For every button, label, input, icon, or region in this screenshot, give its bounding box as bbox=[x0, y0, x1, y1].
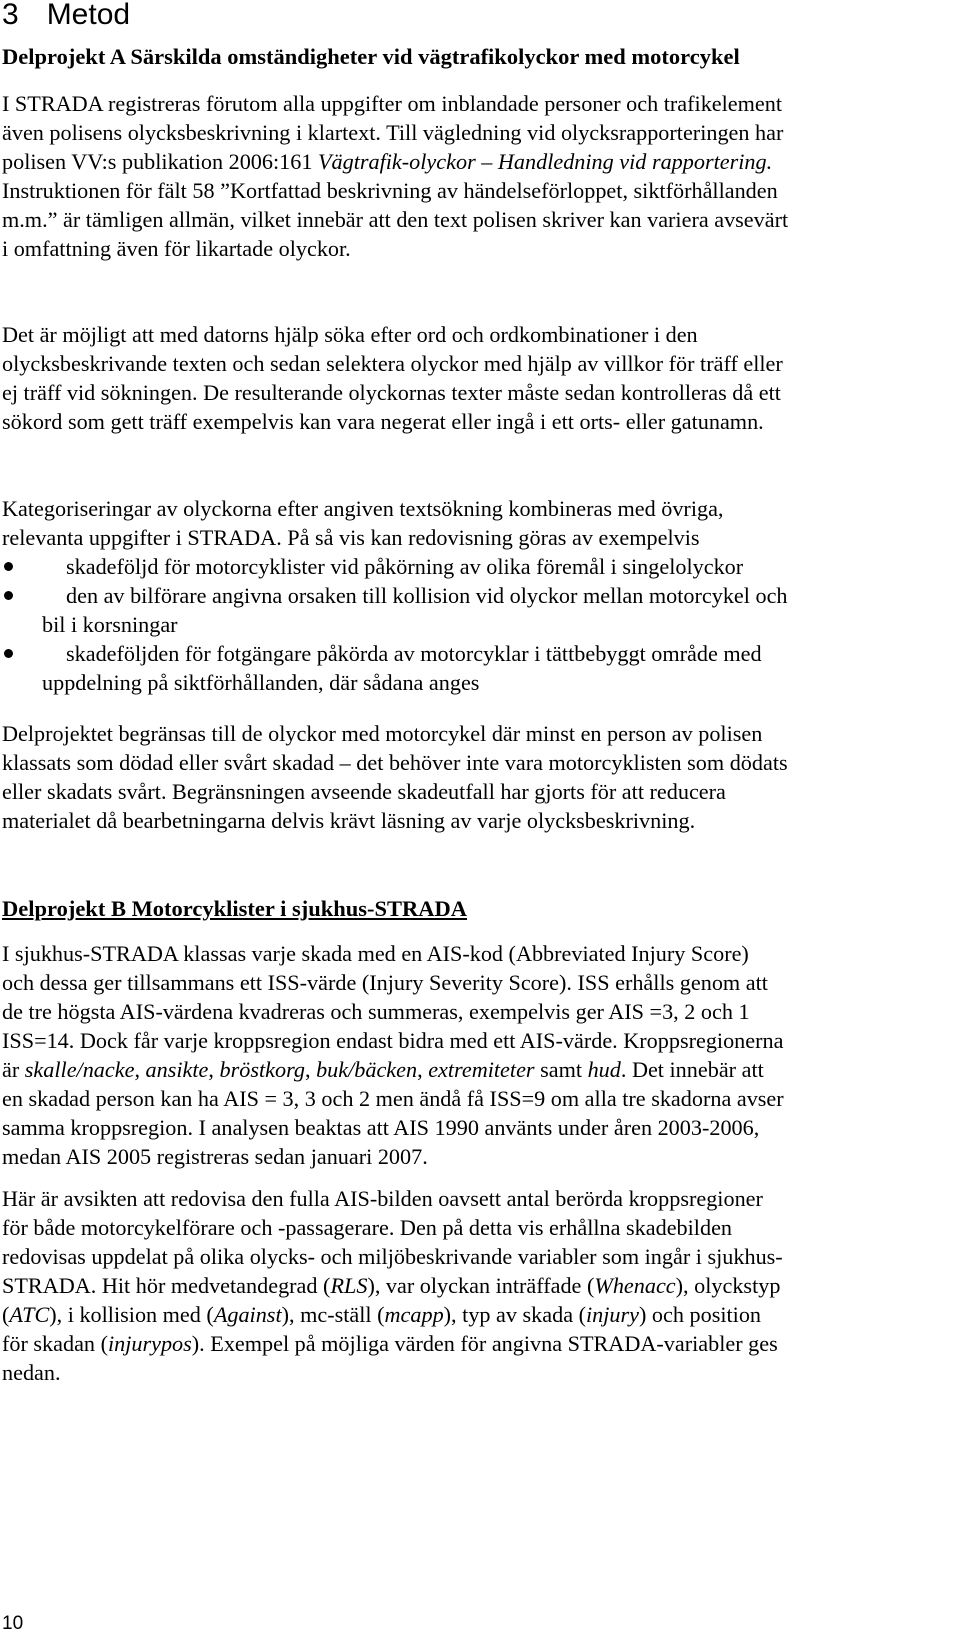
text-span: ), olyckstyp bbox=[675, 1273, 781, 1298]
text-line: uppdelning på siktförhållanden, där sådana anges bbox=[42, 670, 480, 695]
text-line: även polisens olycksbeskrivning i klartext. Till vägledning vid olycksrapporteringen har bbox=[2, 120, 784, 145]
text-line: skadeföljden för fotgängare påkörda av motorcyklar i tättbebyggt område med bbox=[66, 641, 762, 666]
body-region-term: extremiteter bbox=[428, 1057, 535, 1082]
text-line bbox=[2, 1055, 958, 1084]
page-number: 10 bbox=[2, 1613, 24, 1634]
text-span: ), typ av skada ( bbox=[443, 1302, 586, 1327]
text-span: samt bbox=[534, 1057, 588, 1082]
text-span: , bbox=[417, 1057, 429, 1082]
text-line bbox=[2, 1300, 958, 1329]
body-region-term: buk/bäcken bbox=[316, 1057, 418, 1082]
text-span: ( bbox=[2, 1302, 10, 1327]
text-line: I STRADA registreras förutom alla uppgifter om inblandade personer och trafikelement bbox=[2, 91, 783, 116]
text-line: redovisas uppdelat på olika olycks- och miljöbeskrivande variabler som ingår i sjukhus- bbox=[2, 1244, 783, 1269]
bullet-list bbox=[2, 552, 958, 697]
text-span: ), var olyckan inträffade ( bbox=[367, 1273, 595, 1298]
chapter-number: 3 bbox=[2, 0, 19, 31]
text-span: , bbox=[134, 1057, 146, 1082]
text-line: samma kroppsregion. I analysen beaktas att AIS 1990 använts under åren 2003-2006, bbox=[2, 1115, 760, 1140]
section-a-paragraph-1 bbox=[2, 89, 958, 263]
chapter-heading bbox=[2, 0, 130, 32]
text-span: STRADA. Hit hör medvetandegrad ( bbox=[2, 1273, 331, 1298]
text-line: sökord som gett träff exempelvis kan vara negerat eller ingå i ett orts- eller gatunamn. bbox=[2, 409, 764, 434]
text-span: för skadan ( bbox=[2, 1331, 108, 1356]
text-line: de tre högsta AIS-värdena kvadreras och summeras, exempelvis ger AIS =3, 2 och 1 bbox=[2, 999, 750, 1024]
bullet-icon bbox=[4, 591, 13, 600]
text-line bbox=[2, 1271, 958, 1300]
text-line: Det är möjligt att med datorns hjälp söka efter ord och ordkombinationer i den bbox=[2, 322, 698, 347]
variable-name: Against bbox=[213, 1302, 282, 1327]
body-region-term: hud bbox=[587, 1057, 621, 1082]
variable-name: injury bbox=[586, 1302, 639, 1327]
text-line: nedan. bbox=[2, 1360, 61, 1385]
text-line: Här är avsikten att redovisa den fulla AIS-bilden oavsett antal berörda kroppsregioner bbox=[2, 1186, 763, 1211]
section-b-paragraph-1 bbox=[2, 939, 958, 1171]
text-line: Delprojektet begränsas till de olyckor med motorcykel där minst en person av polisen bbox=[2, 721, 763, 746]
publication-title: Vägtrafik-olyckor – Handledning vid rapportering. bbox=[317, 149, 773, 174]
section-b-heading: Delprojekt B Motorcyklister i sjukhus-STRADA bbox=[2, 896, 468, 921]
text-line bbox=[2, 147, 958, 176]
section-a-heading: Delprojekt A Särskilda omständigheter vid vägtrafikolyckor med motorcykel bbox=[2, 44, 740, 69]
variable-name: ATC bbox=[9, 1302, 50, 1327]
section-a-paragraph-4 bbox=[2, 719, 958, 835]
section-b-paragraph-2 bbox=[2, 1184, 958, 1387]
bullet-icon bbox=[4, 649, 13, 658]
text-line: olycksbeskrivande texten och sedan selektera olyckor med hjälp av villkor för träff eller bbox=[2, 351, 783, 376]
list-item bbox=[2, 639, 958, 697]
bullet-icon bbox=[4, 562, 13, 571]
section-a-paragraph-3 bbox=[2, 494, 958, 552]
text-line: skadeföljd för motorcyklister vid påkörning av olika föremål i singelolyckor bbox=[66, 554, 744, 579]
text-line: bil i korsningar bbox=[42, 612, 178, 637]
list-item bbox=[2, 552, 958, 581]
text-span: ), i kollision med ( bbox=[49, 1302, 214, 1327]
text-line bbox=[2, 1329, 958, 1358]
text-line: en skadad person kan ha AIS = 3, 3 och 2 men ändå få ISS=9 om alla tre skadorna avser bbox=[2, 1086, 784, 1111]
text-line: medan AIS 2005 registreras sedan januari 2007. bbox=[2, 1144, 428, 1169]
text-span: , bbox=[208, 1057, 220, 1082]
text-line: relevanta uppgifter i STRADA. På så vis kan redovisning göras av exempelvis bbox=[2, 525, 700, 550]
text-line: materialet då bearbetningarna delvis krävt läsning av varje olycksbeskrivning. bbox=[2, 808, 696, 833]
text-line: för både motorcykelförare och -passagerare. Den på detta vis erhållna skadebilden bbox=[2, 1215, 733, 1240]
text-line: Kategoriseringar av olyckorna efter angiven textsökning kombineras med övriga, bbox=[2, 496, 724, 521]
chapter-title: Metod bbox=[46, 0, 131, 31]
body-region-term: ansikte bbox=[145, 1057, 209, 1082]
body-region-term: bröstkorg bbox=[219, 1057, 305, 1082]
variable-name: RLS bbox=[330, 1273, 368, 1298]
text-span: . Det innebär att bbox=[620, 1057, 764, 1082]
text-span: ), mc-ställ ( bbox=[281, 1302, 385, 1327]
text-line: Instruktionen för fält 58 ”Kortfattad beskrivning av händelseförloppet, siktförhållanden bbox=[2, 178, 778, 203]
text-line: eller skadats svårt. Begränsningen avseende skadeutfall har gjorts för att reducera bbox=[2, 779, 726, 804]
text-line: I sjukhus-STRADA klassas varje skada med en AIS-kod (Abbreviated Injury Score) bbox=[2, 941, 749, 966]
text-span: ). Exempel på möjliga värden för angivna STRADA-variabler ges bbox=[191, 1331, 778, 1356]
text-span: ) och position bbox=[639, 1302, 762, 1327]
body-region-term: skalle/nacke bbox=[24, 1057, 135, 1082]
list-item bbox=[2, 581, 958, 639]
text-line: klassats som dödad eller svårt skadad – det behöver inte vara motorcyklisten som dödats bbox=[2, 750, 788, 775]
text-line: m.m.” är tämligen allmän, vilket innebär att den text polisen skriver kan variera avsevärt bbox=[2, 207, 789, 232]
variable-name: mcapp bbox=[384, 1302, 444, 1327]
text-line: och dessa ger tillsammans ett ISS-värde (Injury Severity Score). ISS erhålls genom att bbox=[2, 970, 768, 995]
text-span: , bbox=[304, 1057, 317, 1082]
text-line: ej träff vid sökningen. De resulterande olyckornas texter måste sedan kontrolleras då ett bbox=[2, 380, 781, 405]
text-line: den av bilförare angivna orsaken till kollision vid olyckor mellan motorcykel och bbox=[66, 583, 788, 608]
variable-name: Whenacc bbox=[594, 1273, 676, 1298]
text-line: i omfattning även för likartade olyckor. bbox=[2, 236, 351, 261]
text-span: polisen VV:s publikation 2006:161 bbox=[2, 149, 318, 174]
text-span: är bbox=[2, 1057, 25, 1082]
section-a-paragraph-2 bbox=[2, 320, 958, 436]
text-line: ISS=14. Dock får varje kroppsregion endast bidra med ett AIS-värde. Kroppsregionerna bbox=[2, 1028, 784, 1053]
variable-name: injurypos bbox=[107, 1331, 192, 1356]
